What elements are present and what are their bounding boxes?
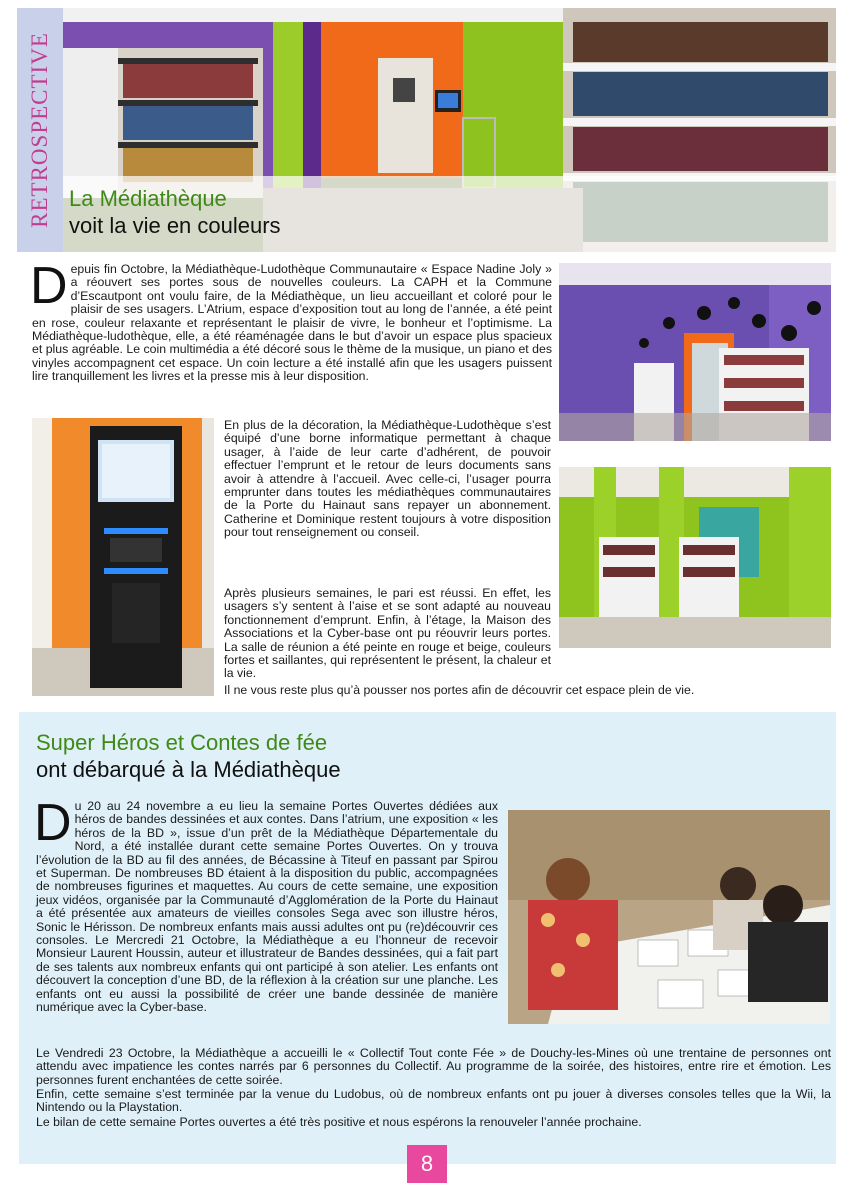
article1-dropcap: D xyxy=(30,257,68,315)
article1-title-line2: voit la vie en couleurs xyxy=(69,213,281,238)
article2-title-line2: ont débarqué à la Médiathèque xyxy=(36,757,341,782)
article1-para3 xyxy=(224,587,551,681)
side-tab-label: RETROSPECTIVE xyxy=(27,32,53,228)
article1-para3-text: Après plusieurs semaines, le pari est réussi. En effet, les usagers s’y sentent à l’aise et se sont adapté au nouveau fonctionnement d’emprunt. Enfin, à l’étage, la Maison des Associations et la Cyber-base ont pu réouvrir leurs portes. La salle de réunion a été peinte en rouge et beige, couleurs fortes et saillantes, qui représentent le présent, la chaleur et la vie. xyxy=(224,586,551,681)
article2-para4-text: Le bilan de cette semaine Portes ouvertes a été très positive et nous espérons la renouveler l’année prochaine. xyxy=(36,1115,642,1129)
article1-intro xyxy=(30,257,552,384)
article2-para2 xyxy=(36,1047,831,1087)
article1-title-line1: La Médiathèque xyxy=(69,186,227,211)
article2-para3 xyxy=(36,1088,831,1115)
article1-para2 xyxy=(224,419,551,540)
article2-intro xyxy=(34,794,498,1015)
article1-para4 xyxy=(224,684,784,697)
article2-para2-text: Le Vendredi 23 Octobre, la Médiathèque a accueilli le « Collectif Tout conte Fée » de Douchy-les-Mines où une trentaine de personnes ont attendu avec impatience les contes narrés par 6 personnes du Collectif. Au programme de la soirée, des histoires, entre rire et émotion. Les personnes furent enchantées de cette soirée. xyxy=(36,1046,831,1087)
article1-para2-text: En plus de la décoration, la Médiathèque-Ludothèque s’est équipé d’une borne informatique permettant à chaque usager, à l’aide de leur carte d’adhérent, de pouvoir effectuer l’emprunt et le retour de leurs documents sans avoir à attendre à l’accueil. Avec celle-ci, l’usager pourra emprunter dans toutes les médiathèques communautaires de la Porte du Hainaut sans repayer un abonnement. Catherine et Dominique restent toujours à votre disposition pour tout renseignement ou conseil. xyxy=(224,418,551,540)
photo-multimedia-corner xyxy=(559,263,831,441)
article2-para3-text: Enfin, cette semaine s’est terminée par la venue du Ludobus, où de nombreux enfants ont pu jouer à diverses consoles telles que la Wii, la Nintendo ou la Playstation. xyxy=(36,1087,831,1115)
article2-title-line1: Super Héros et Contes de fée xyxy=(36,730,328,755)
photo-green-reading-room xyxy=(559,467,831,648)
article2-dropcap: D xyxy=(34,794,72,852)
article2-para4 xyxy=(36,1116,831,1129)
article2-intro-text: u 20 au 24 novembre a eu lieu la semaine Portes Ouvertes dédiées aux héros de bandes dessinées et aux contes. Dans l’atrium, une exposition « les héros de la BD », issue d’un prêt de la Médiathèque Départementale du Nord, a été installée durant cette semaine Portes Ouvertes. On y trouva l’évolution de la BD au fil des années, de Bécassine à Titeuf en passant par Spirou et Superman. De nombreuses BD étaient à la disposition du public, accompagnées de nombreuses figurines et maquettes. Au cours de cette semaine, une exposition jeux vidéos, organisée par la Communauté d’Agglomération de la Porte du Hainaut a été présentée aux amateurs de vieilles consoles Sega avec son illustre héros, Sonic le Hérisson. De nombreux enfants mais aussi adultes ont pu (re)découvrir ces consoles. Le Mercredi 21 Octobre, la Médiathèque a eu l’honneur de recevoir Monsieur Laurent Houssin, auteur et illustrateur de Bandes dessinées, qui a fait part de ses talents aux nombreux enfants qui ont participé à son atelier. Les enfants ont découvert la conception d’une BD, de la réflexion à la création sur une planche. Les enfants ont eu aussi la possibilité de créer une bande dessinée de manière numérique avec la Cyber-base. xyxy=(36,799,498,1015)
article1-para4-text: Il ne vous reste plus qu’à pousser nos portes afin de découvrir cet espace plein de vie. xyxy=(224,683,695,697)
photo-library-kiosk xyxy=(32,418,214,696)
page-number: 8 xyxy=(407,1145,447,1183)
article1-intro-text: epuis fin Octobre, la Médiathèque-Ludothèque Communautaire « Espace Nadine Joly » a réouvert ses portes sous de nouvelles couleurs. La CAPH et la Commune d’Escautpont ont voulu faire, de la Médiathèque, un lieu accueillant et coloré pour le plaisir de ses usagers. L’Atrium, espace d’exposition tout au long de l’année, a été peint en rose, couleur relaxante et représentant le plaisir de vivre, le bonheur et l’optimisme. La Médiathèque-ludothèque, elle, a été réaménagée dans le but d’avoir un espace plus spacieux et plus agréable. Le coin multimédia a été décoré sous le thème de la musique, un piano et des vinyles accompagnent cet espace. Un coin lecture a été installé afin que les usagers puissent lire tranquillement les livres et la presse mis à leur disposition. xyxy=(32,262,552,384)
article1-title-band xyxy=(63,176,836,252)
section-side-tab xyxy=(17,8,63,252)
photo-comics-workshop xyxy=(508,810,830,1024)
article2-title xyxy=(36,730,341,784)
